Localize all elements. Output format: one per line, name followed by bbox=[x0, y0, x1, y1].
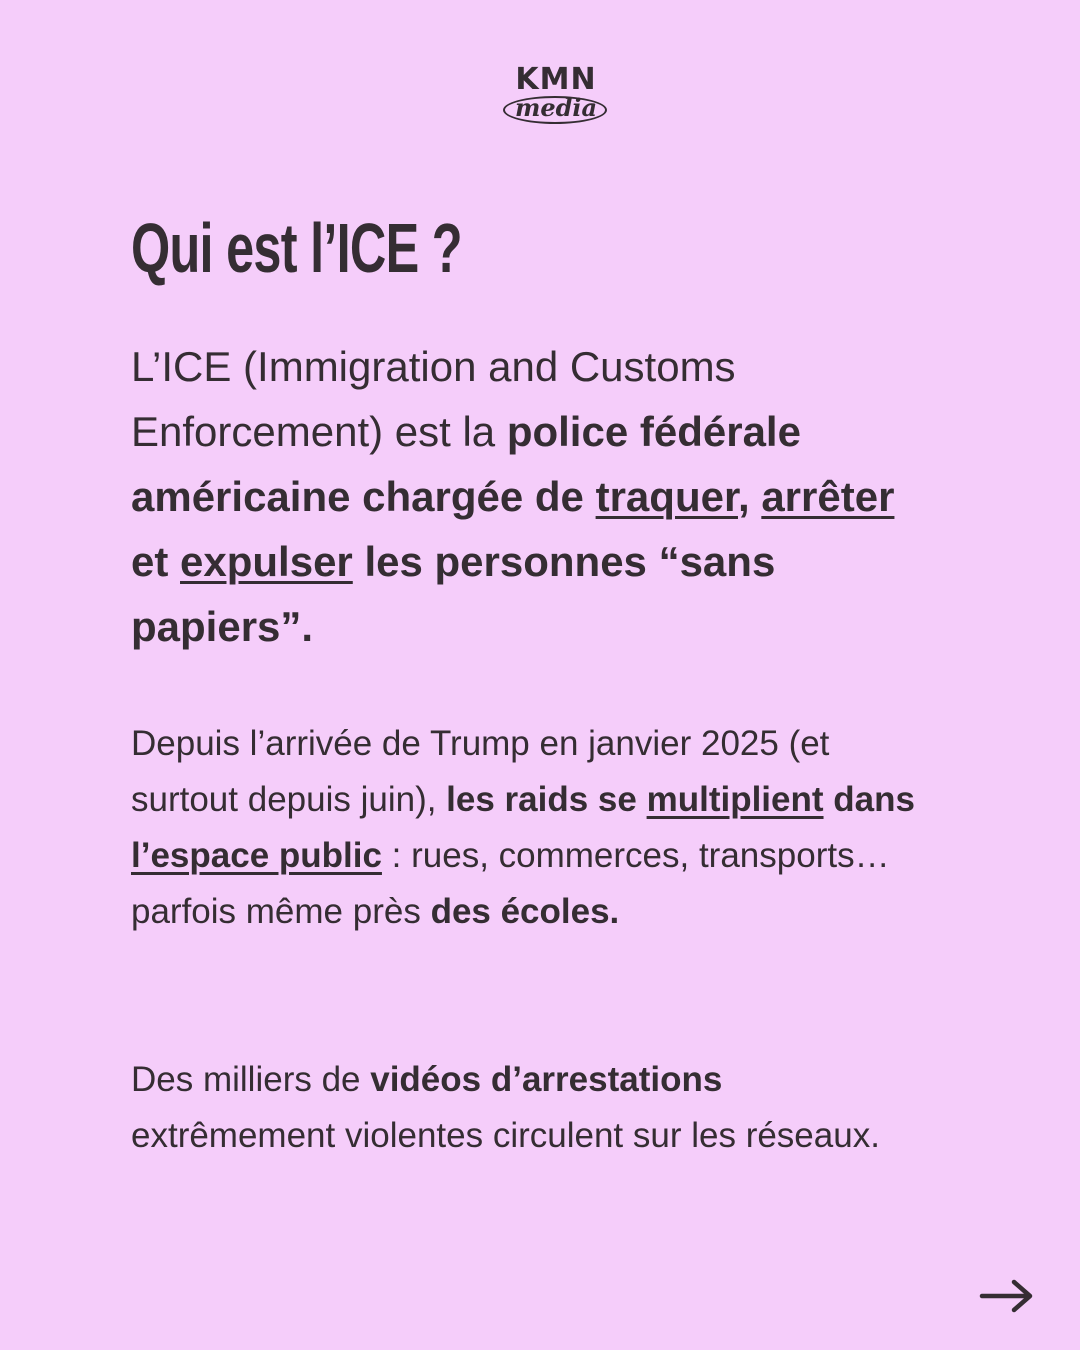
logo-kmn-text: KMN bbox=[515, 62, 597, 97]
intro-paragraph: L’ICE (Immigration and Customs Enforcement) est la police fédérale américaine chargée de traquer, arrêter et expulser les personnes “sans papiers”. bbox=[131, 343, 895, 650]
videos-paragraph: Des milliers de vidéos d’arrestations extrêmement violentes circulent sur les réseaux. bbox=[131, 1060, 880, 1155]
arrow-right-icon bbox=[978, 1278, 1036, 1314]
raids-paragraph: Depuis l’arrivée de Trump en janvier 2025 (et surtout depuis juin), les raids se multiplient dans l’espace public : rues, commerces, transports… parfois même près des écoles. bbox=[131, 724, 915, 931]
brand-logo bbox=[500, 64, 612, 130]
logo-media-text: media bbox=[514, 93, 598, 122]
page-title: Qui est l’ICE ? bbox=[131, 209, 462, 287]
next-slide-button[interactable] bbox=[978, 1278, 1036, 1314]
